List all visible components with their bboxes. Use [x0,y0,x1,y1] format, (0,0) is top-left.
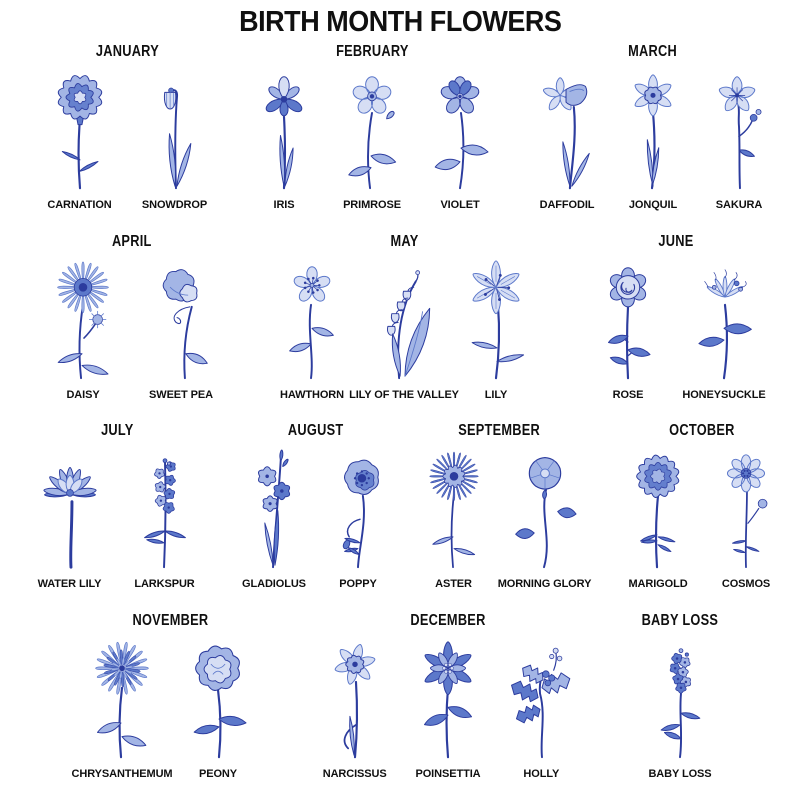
flower-strip [308,637,588,780]
flower-strip [524,68,782,211]
month-header: AUGUST [288,422,344,439]
flower-item [610,68,696,211]
month-group-december [308,611,588,780]
flower-name-label: ROSE [612,389,644,401]
rose-flower-icon [584,258,672,385]
holly-flower-icon [497,637,585,764]
flower-item [676,258,772,401]
month-header: BABY LOSS [641,612,719,629]
flower-item [614,447,702,590]
flower-name-label: GLADIOLUS [242,578,306,590]
lily-flower-icon [452,258,540,385]
flower-strip [32,68,222,211]
flower-name-label: LILY [484,389,508,401]
poppy-flower-icon [314,447,402,574]
marigold-flower-icon [614,447,702,574]
flower-name-label: HONEYSUCKLE [682,389,766,401]
month-header: FEBRUARY [335,43,409,60]
flower-item [32,68,127,211]
flower-item [580,258,676,401]
flower-strip [600,637,760,780]
flower-item [316,447,400,590]
flower-item [696,68,782,211]
flower-name-label: WATER LILY [37,578,102,590]
flower-strip [22,447,212,590]
flower-strip [240,68,504,211]
chrysanthemum-flower-icon [78,637,166,764]
flower-item [34,258,132,401]
flower-item [600,637,760,780]
morning-glory-flower-icon [501,447,589,574]
flower-name-label: BABY LOSS [648,768,712,780]
flower-name-label: POINSETTIA [415,768,481,780]
month-header: JUNE [658,233,694,250]
flower-name-label: JONQUIL [628,199,678,211]
flower-name-label: PEONY [198,768,237,780]
flower-name-label: VIOLET [440,199,480,211]
flower-name-label: HAWTHORN [280,389,344,401]
flower-item [132,258,230,401]
flower-name-label: NARCISSUS [322,768,387,780]
flower-name-label: MARIGOLD [628,578,688,590]
flower-name-label: LILY OF THE VALLEY [349,389,459,401]
jonquil-flower-icon [609,68,697,195]
month-group-october [614,421,790,590]
lily-of-the-valley-flower-icon [360,258,448,385]
flower-strip [71,637,266,780]
flower-item [22,447,117,590]
flower-item [117,447,212,590]
flower-name-label: ASTER [435,578,472,590]
flower-strip [580,258,772,401]
flower-item [232,447,316,590]
narcissus-flower-icon [311,637,399,764]
month-group-may [266,232,542,401]
month-group-july [22,421,212,590]
flower-name-label: DAISY [66,389,100,401]
flower-name-label: MORNING GLORY [497,578,592,590]
month-group-april [34,232,230,401]
hawthorn-flower-icon [268,258,356,385]
water-lily-flower-icon [26,447,114,574]
flower-name-label: CARNATION [47,199,112,211]
carnation-flower-icon [36,68,124,195]
aster-flower-icon [410,447,498,574]
flower-item [450,258,542,401]
flower-item [266,258,358,401]
flower-item [349,258,459,401]
month-group-january [32,42,222,211]
honeysuckle-flower-icon [680,258,768,385]
flower-item [240,68,328,211]
baby-loss-flower-icon [636,637,724,764]
month-header: DECEMBER [410,612,486,629]
sweet-pea-flower-icon [137,258,225,385]
poinsettia-flower-icon [404,637,492,764]
flower-item [170,637,266,780]
month-group-september [408,421,590,590]
flower-name-label: DAFFODIL [539,199,595,211]
flower-strip [266,258,542,401]
month-group-march [524,42,782,211]
page-title: BIRTH MONTH FLOWERS [238,6,562,38]
snowdrop-flower-icon [131,68,219,195]
flower-item [401,637,494,780]
flower-item [702,447,790,590]
month-header: JANUARY [95,43,159,60]
flower-name-label: CHRYSANTHEMUM [71,768,173,780]
flower-strip [34,258,230,401]
flower-name-label: SAKURA [715,199,763,211]
daisy-flower-icon [39,258,127,385]
cosmos-flower-icon [702,447,790,574]
daffodil-flower-icon [523,68,611,195]
flower-name-label: IRIS [273,199,295,211]
month-group-november [71,611,266,780]
month-group-june [580,232,772,401]
month-group-february [240,42,504,211]
gladiolus-flower-icon [230,447,318,574]
flower-item [408,447,499,590]
flower-name-label: POPPY [339,578,377,590]
month-header: SEPTEMBER [458,422,540,439]
violet-flower-icon [416,68,504,195]
primrose-flower-icon [328,68,416,195]
month-header: OCTOBER [669,422,735,439]
flower-name-label: COSMOS [721,578,771,590]
flower-strip [232,447,400,590]
peony-flower-icon [174,637,262,764]
flower-item [495,637,588,780]
month-header: MARCH [628,43,678,60]
flower-item [416,68,504,211]
flower-item [328,68,416,211]
sakura-flower-icon [695,68,783,195]
month-header: APRIL [112,233,152,250]
flower-name-label: SWEET PEA [149,389,213,401]
flower-name-label: HOLLY [523,768,560,780]
flower-name-label: LARKSPUR [134,578,195,590]
month-group-baby-loss [600,611,760,780]
flower-item [127,68,222,211]
flower-item [524,68,610,211]
larkspur-flower-icon [121,447,209,574]
iris-flower-icon [240,68,328,195]
flower-name-label: PRIMROSE [343,199,401,211]
flower-item [499,447,590,590]
flower-item [71,637,173,780]
flower-item [308,637,401,780]
flower-strip [614,447,790,590]
month-header: MAY [390,233,418,250]
month-group-august [232,421,400,590]
flower-strip [408,447,590,590]
flower-name-label: SNOWDROP [141,199,208,211]
month-header: JULY [100,422,134,439]
month-header: NOVEMBER [132,612,208,629]
